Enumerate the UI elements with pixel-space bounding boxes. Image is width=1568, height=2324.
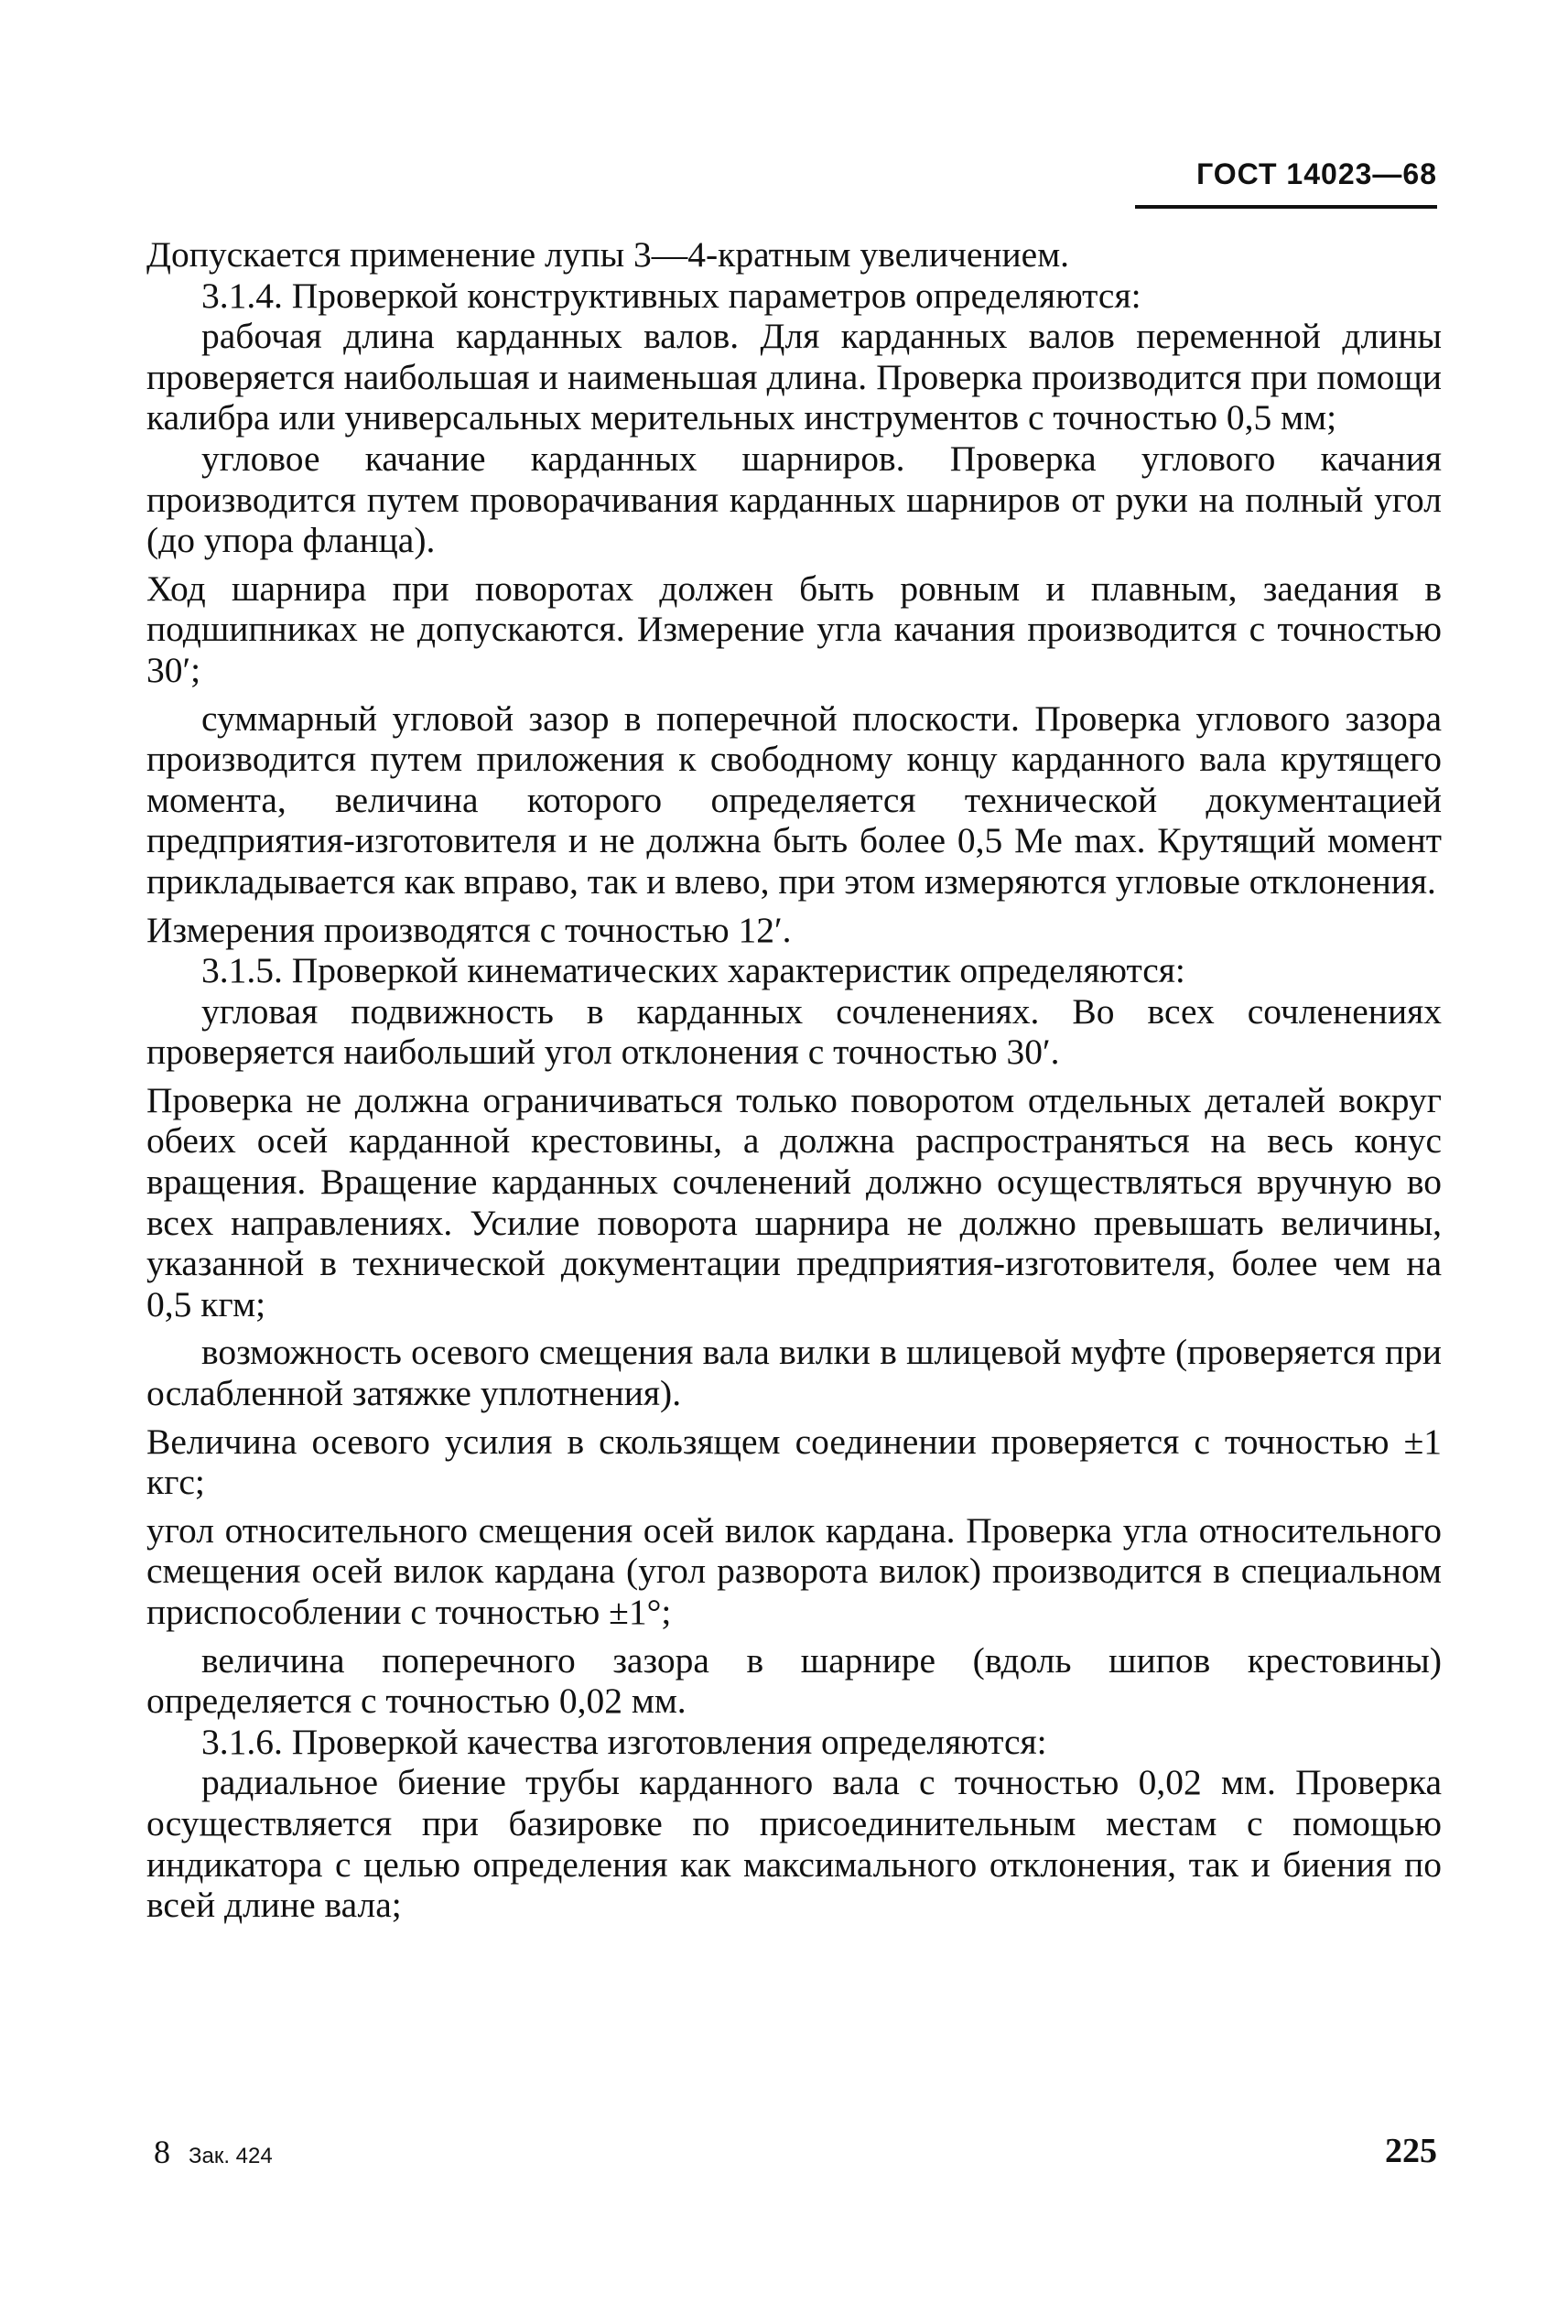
- paragraph-working-length: рабочая длина карданных валов. Для карданных валов переменной длины проверяется наибольшая и наименьшая длина. Проверка производится при помощи калибра или универсальных мерительных инструментов с точностью 0,5 мм;: [146, 316, 1442, 438]
- paragraph-angular-swing: угловое качание карданных шарниров. Проверка углового качания производится путем проворачивания карданных шарниров от руки на полный угол (до упора фланца).: [146, 438, 1442, 561]
- paragraph-angular-mobility: угловая подвижность в карданных сочленениях. Во всех сочленениях проверяется наибольший угол отклонения с точностью 30′.: [146, 990, 1442, 1073]
- paragraph-magnifier: Допускается применение лупы 3—4-кратным увеличением.: [146, 234, 1070, 275]
- paragraph-hinge-travel: Ход шарнира при поворотах должен быть ровным и плавным, заедания в подшипниках не допускаются. Измерение угла качания производится с точностью 30′;: [146, 567, 1442, 690]
- document-body: [146, 234, 1442, 1926]
- paragraph-3-1-4: 3.1.4. Проверкой конструктивных параметров определяются:: [201, 275, 1141, 316]
- footer-sheet-number: 8: [154, 2134, 170, 2170]
- paragraph-measurement-accuracy: Измерения производятся с точностью 12′.: [146, 909, 792, 950]
- paragraph-axial-shift: возможность осевого смещения вала вилки в шлицевой муфте (проверяется при ослабленной затяжке уплотнения).: [146, 1332, 1442, 1414]
- paragraph-3-1-6: 3.1.6. Проверкой качества изготовления определяются:: [201, 1721, 1047, 1762]
- standard-header: ГОСТ 14023—68: [1196, 157, 1437, 190]
- page-number: 225: [1385, 2132, 1437, 2170]
- paragraph-3-1-5: 3.1.5. Проверкой кинематических характеристик определяются:: [201, 950, 1185, 991]
- paragraph-yoke-angle: угол относительного смещения осей вилок кардана. Проверка угла относительного смещения осей вилок кардана (угол разворота вилок) производится в специальном приспособлении с точностью ±1°;: [146, 1509, 1442, 1632]
- footer-order-number: Зак. 424: [189, 2144, 273, 2168]
- footer-order-info: [154, 2133, 273, 2171]
- header-rule: [1135, 205, 1437, 209]
- paragraph-axial-force: Величина осевого усилия в скользящем соединении проверяется с точностью ±1 кгс;: [146, 1421, 1442, 1503]
- paragraph-rotation-check: Проверка не должна ограничиваться только поворотом отдельных деталей вокруг обеих осей карданной крестовины, а должна распространяться на весь конус вращения. Вращение карданных сочленений должно осуществляться вручную во всех направлениях. Усилие поворота шарнира не должно превышать величины, указанной в технической документации предприятия-изготовителя, более чем на 0,5 кгм;: [146, 1079, 1442, 1324]
- paragraph-angular-clearance: суммарный угловой зазор в поперечной плоскости. Проверка углового зазора производится путем приложения к свободному концу карданного вала крутящего момента, величина которого определяется технической документацией предприятия-изготовителя и не должна быть более 0,5 Mе max. Крутящий момент прикладывается как вправо, так и влево, при этом измеряются угловые отклонения.: [146, 697, 1442, 902]
- paragraph-transverse-clearance: величина поперечного зазора в шарнире (вдоль шипов крестовины) определяется с точностью 0,02 мм.: [146, 1639, 1442, 1722]
- paragraph-radial-runout: радиальное биение трубы карданного вала с точностью 0,02 мм. Проверка осуществляется при базировке по присоединительным местам с помощью индикатора с целью определения как максимального отклонения, так и биения по всей длине вала;: [146, 1762, 1442, 1926]
